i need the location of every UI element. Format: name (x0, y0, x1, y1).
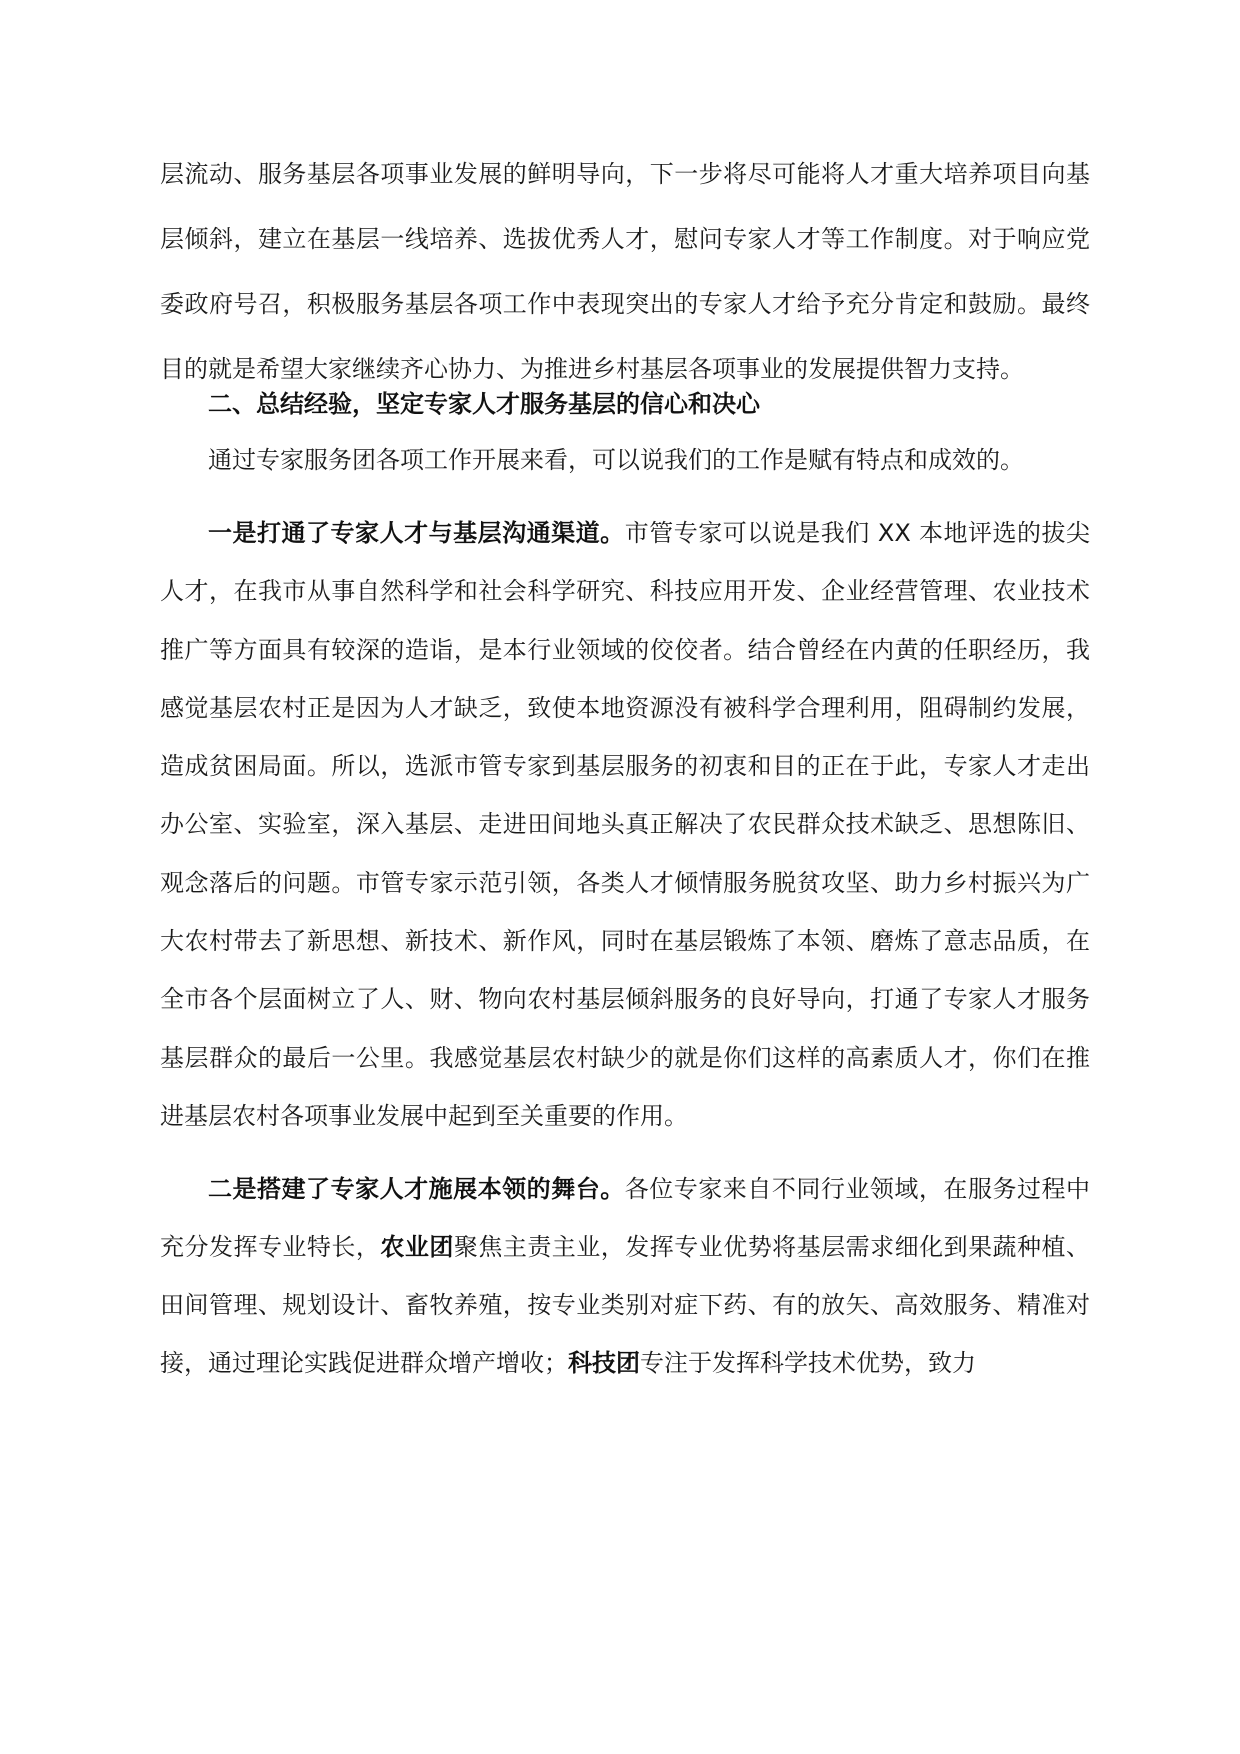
point2-block (160, 1160, 1090, 1392)
section-heading-block (160, 376, 1090, 432)
point2-paragraph (160, 1160, 1090, 1392)
point2-group-agriculture: 农业团 (380, 1233, 454, 1261)
point2-lead: 二是搭建了专家人才施展本领的舞台。 (208, 1175, 625, 1203)
intro-block (160, 432, 1090, 488)
point2-text-a: 各位专家来自不同行业领域，在服务过程中充分发挥专业特长， (160, 1175, 1091, 1261)
point2-text-c: 专注于发挥科学技术优势，致力 (640, 1349, 976, 1377)
paragraph-continued (160, 142, 1090, 402)
point1-lead: 一是打通了专家人才与基层沟通渠道。 (208, 519, 625, 547)
point1-text: 市管专家可以说是我们 XX 本地评选的拔尖人才，在我市从事自然科学和社会科学研究、科技应用开发、企业经营管理、农业技术推广等方面具有较深的造诣，是本行业领域的佼佼者。结合曾经在内黄的任职经历，我感觉基层农村正是因为人才缺乏，致使本地资源没有被科学合理利用，阻碍制约发展，造成贫困局面。所以，选派市管专家到基层服务的初衷和目的正在于此，专家人才走出办公室、实验室，深入基层、走进田间地头真正解决了农民群众技术缺乏、思想陈旧、观念落后的问题。市管专家示范引领，各类人才倾情服务脱贫攻坚、助力乡村振兴为广大农村带去了新思想、新技术、新作风，同时在基层锻炼了本领、磨炼了意志品质，在全市各个层面树立了人、财、物向农村基层倾斜服务的良好导向，打通了专家人才服务基层群众的最后一公里。我感觉基层农村缺少的就是你们这样的高素质人才，你们在推进基层农村各项事业发展中起到至关重要的作用。 (160, 519, 1091, 1130)
point1-block (160, 504, 1090, 1145)
section-heading: 二、总结经验，坚定专家人才服务基层的信心和决心 (208, 390, 760, 418)
point2-text-b: 聚焦主责主业，发挥专业优势将基层需求细化到果蔬种植、田间管理、规划设计、畜牧养殖，按专业类别对症下药、有的放矢、高效服务、精准对接，通过理论实践促进群众增产增收； (160, 1233, 1091, 1377)
intro-paragraph: 通过专家服务团各项工作开展来看，可以说我们的工作是赋有特点和成效的。 (208, 446, 1024, 474)
point2-group-technology: 科技团 (568, 1349, 640, 1377)
point1-paragraph (160, 504, 1090, 1145)
paragraph-text: 层流动、服务基层各项事业发展的鲜明导向，下一步将尽可能将人才重大培养项目向基层倾斜，建立在基层一线培养、选拔优秀人才，慰问专家人才等工作制度。对于响应党委政府号召，积极服务基层各项工作中表现突出的专家人才给予充分肯定和鼓励。最终目的就是希望大家继续齐心协力、为推进乡村基层各项事业的发展提供智力支持。 (160, 160, 1090, 383)
